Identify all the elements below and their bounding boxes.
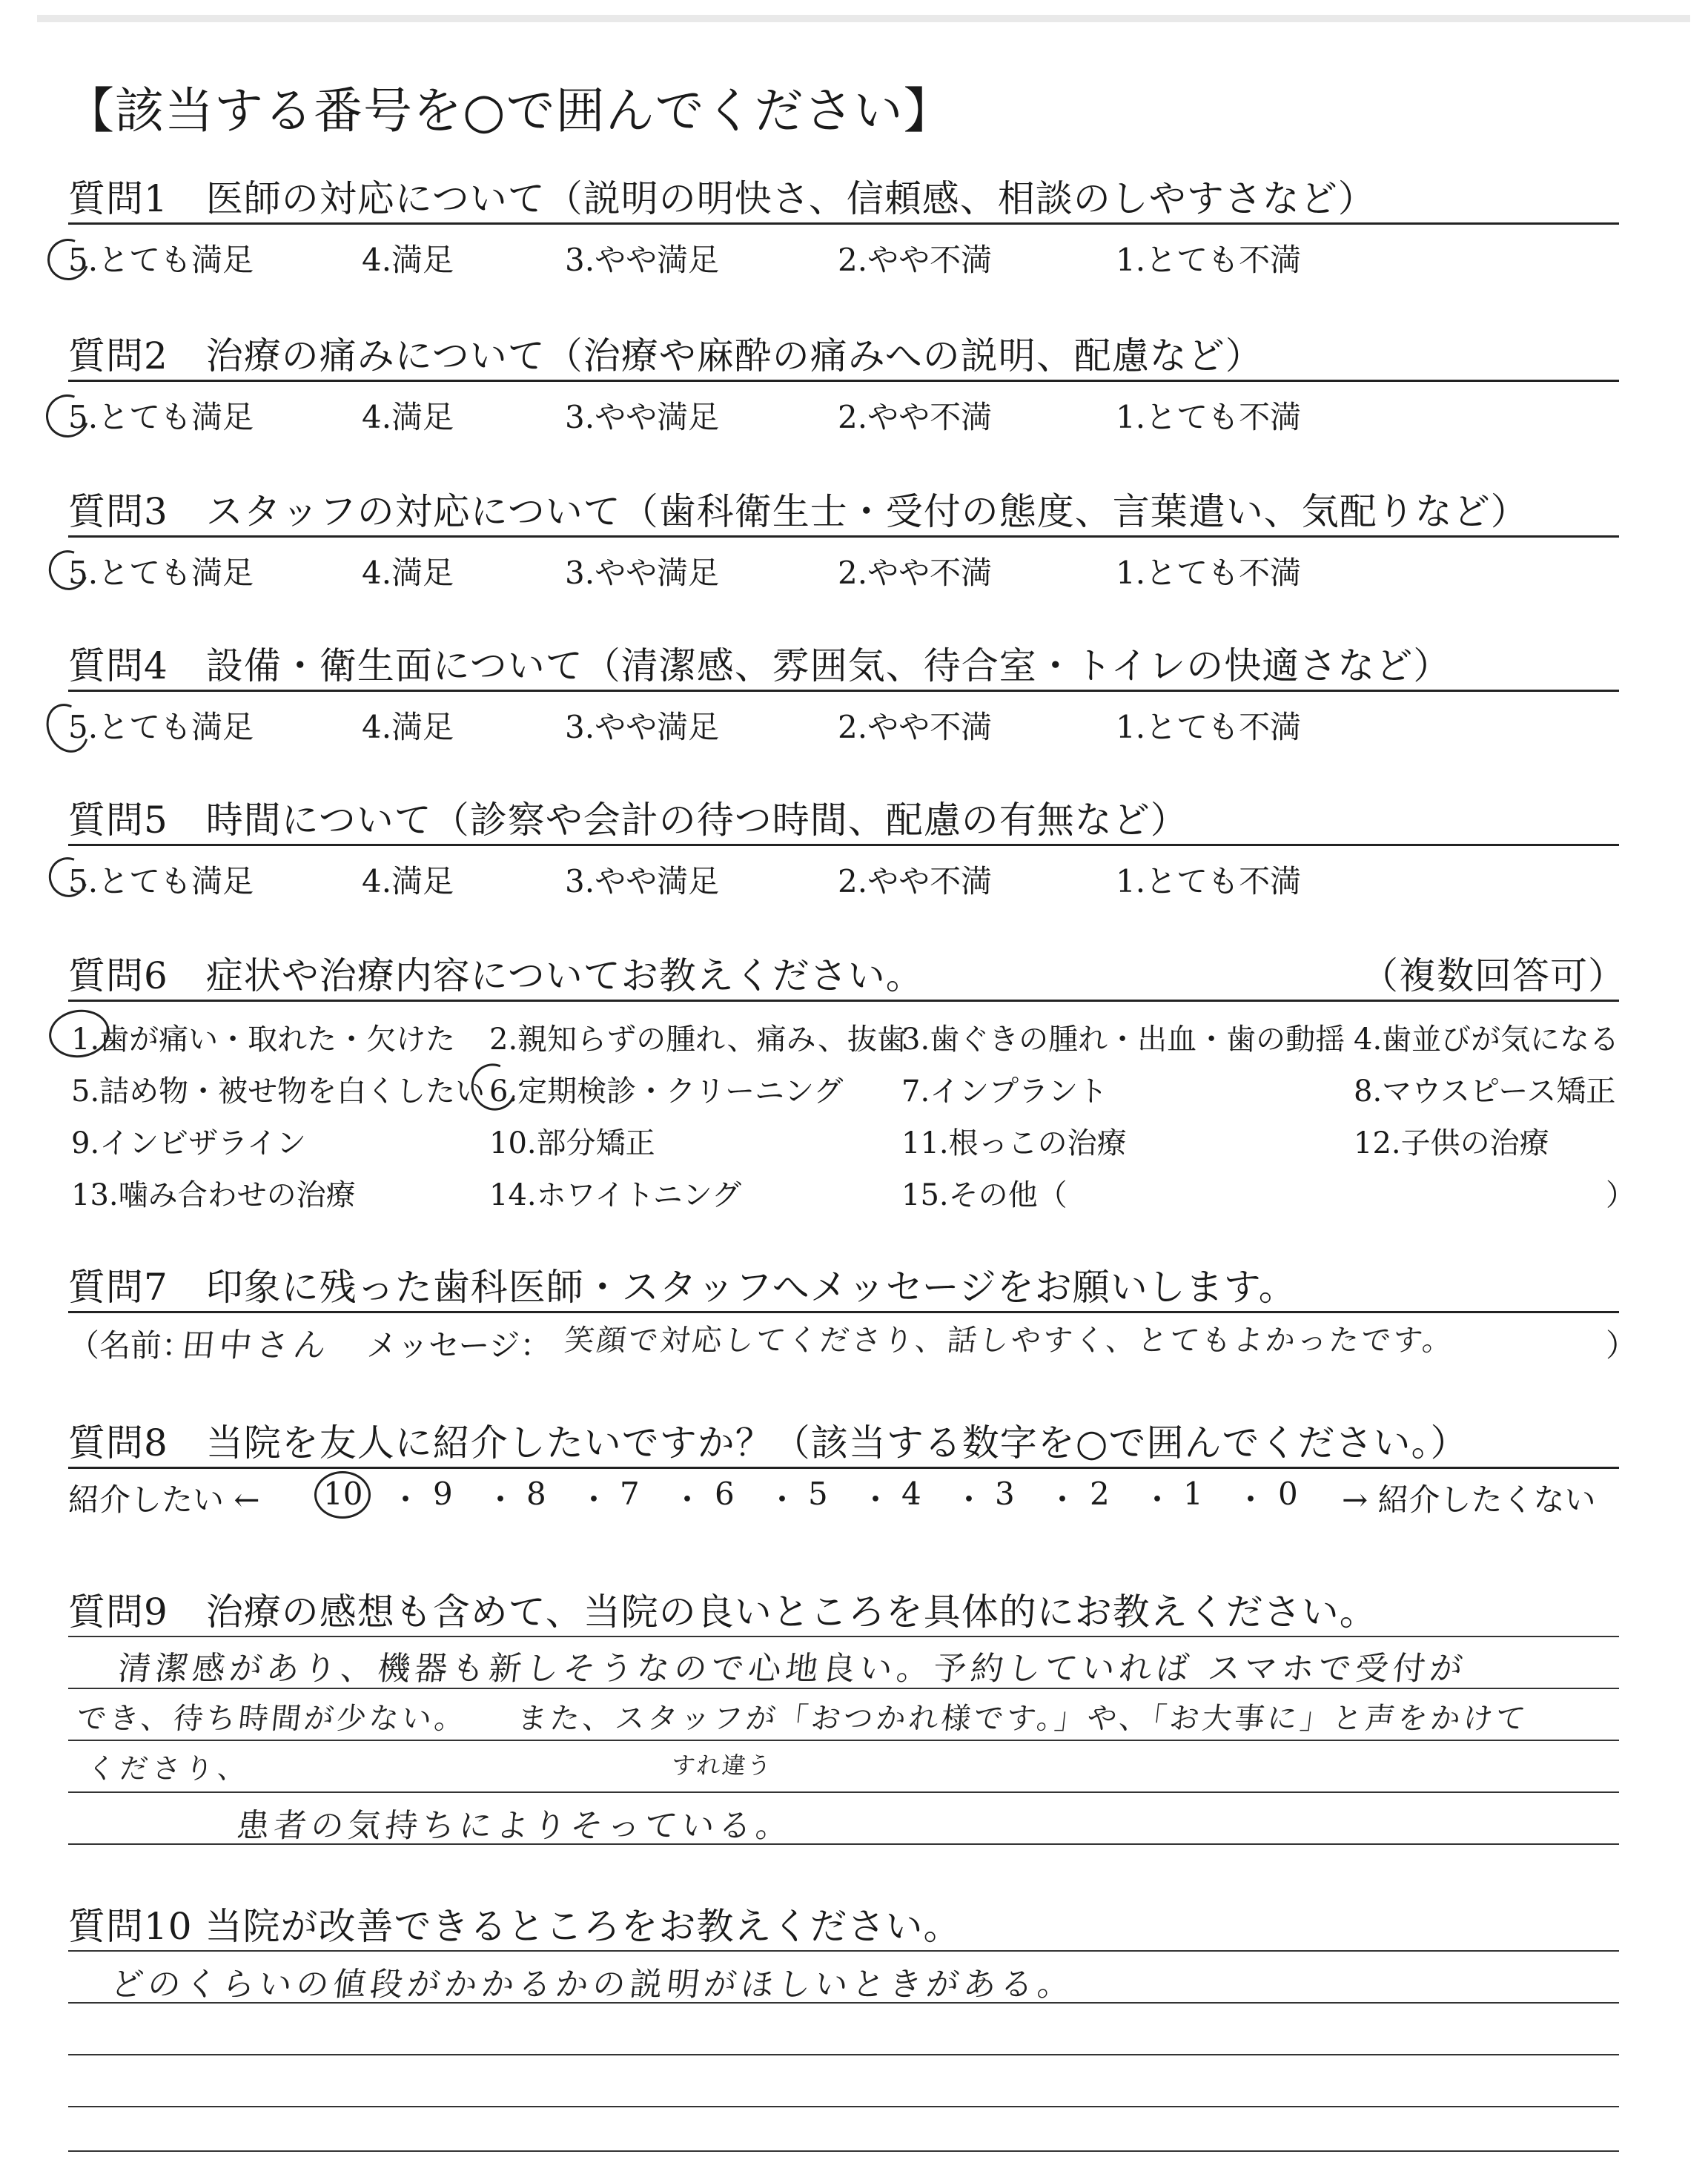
- q4-option-1[interactable]: 1.とても不満: [1116, 709, 1302, 745]
- q6-option-4[interactable]: 4.歯並びが気になる: [1354, 1023, 1620, 1057]
- q4-option-2[interactable]: 2.やや不満: [838, 709, 993, 745]
- q8-scale-6[interactable]: 6: [715, 1476, 735, 1512]
- question-7-rule: [68, 1311, 1619, 1313]
- q8-sep: ・: [672, 1482, 704, 1518]
- q3-option-3[interactable]: 3.やや満足: [565, 555, 720, 591]
- q3-option-4[interactable]: 4.満足: [362, 555, 454, 591]
- q6-option-7[interactable]: 7.インプラント: [901, 1074, 1108, 1109]
- q6-option-11[interactable]: 11.根っこの治療: [901, 1126, 1127, 1160]
- q5-option-5[interactable]: 5.とても満足: [68, 863, 254, 899]
- q8-sep: ・: [485, 1482, 517, 1518]
- q9-line-4: [68, 1791, 1619, 1793]
- q6-option-5[interactable]: 5.詰め物・被せ物を白くしたい: [71, 1074, 486, 1109]
- question-6-rule: [68, 1000, 1619, 1002]
- question-3-rule: [68, 535, 1619, 538]
- q8-scale-3[interactable]: 3: [995, 1476, 1015, 1512]
- q5-option-1[interactable]: 1.とても不満: [1116, 863, 1302, 899]
- q8-sep: ・: [1142, 1482, 1174, 1518]
- q6-option-9[interactable]: 9.インビザライン: [71, 1126, 306, 1160]
- q4-option-5[interactable]: 5.とても満足: [68, 709, 254, 745]
- q8-scale-7[interactable]: 7: [620, 1476, 640, 1512]
- question-8-rule: [68, 1467, 1619, 1469]
- q8-scale-1[interactable]: 1: [1183, 1476, 1203, 1512]
- q7-name-label: （名前：: [68, 1327, 193, 1364]
- page-header: 【該当する番号を○で囲んでください】: [65, 82, 953, 139]
- q2-option-4[interactable]: 4.満足: [362, 399, 454, 435]
- q7-close-paren: ）: [1606, 1327, 1638, 1364]
- q8-scale-2[interactable]: 2: [1090, 1476, 1110, 1512]
- question-3-title: 質問3 スタッフの対応について（歯科衛生士・受付の態度、言葉遣い、気配りなど）: [68, 490, 1529, 533]
- q5-option-4[interactable]: 4.満足: [362, 863, 454, 899]
- q9-answer-line-3: くださり、: [85, 1752, 252, 1785]
- q9-answer-line-4: 患者の気持ちによりそっている。: [234, 1807, 795, 1845]
- q6-option-3[interactable]: 3.歯ぐきの腫れ・出血・歯の動揺: [901, 1023, 1345, 1057]
- q2-option-1[interactable]: 1.とても不満: [1116, 399, 1302, 435]
- q8-scale-4[interactable]: 4: [901, 1476, 921, 1512]
- q10-line-1: [68, 1950, 1619, 1952]
- question-5-title: 質問5 時間について（診察や会計の待つ時間、配慮の有無など）: [68, 799, 1188, 842]
- q8-sep: ・: [860, 1482, 892, 1518]
- q6-option-15[interactable]: 15.その他（: [901, 1178, 1068, 1212]
- q1-option-4[interactable]: 4.満足: [362, 242, 454, 278]
- q8-left-label: 紹介したい ←: [68, 1482, 260, 1518]
- q6-option-14[interactable]: 14.ホワイトニング: [489, 1178, 742, 1212]
- q7-name-value: 田中さん: [179, 1327, 333, 1364]
- q3-option-5[interactable]: 5.とても満足: [68, 555, 254, 591]
- q6-option-10[interactable]: 10.部分矯正: [489, 1126, 655, 1160]
- q8-sep: ・: [953, 1482, 985, 1518]
- q2-option-3[interactable]: 3.やや満足: [565, 399, 720, 435]
- question-5-rule: [68, 844, 1619, 846]
- q10-answer-line-1: どのくらいの値段がかかるかの説明がほしいときがある。: [108, 1966, 1077, 2004]
- q4-option-3[interactable]: 3.やや満足: [565, 709, 720, 745]
- q1-option-1[interactable]: 1.とても不満: [1116, 242, 1302, 278]
- q1-option-5[interactable]: 5.とても満足: [68, 242, 254, 278]
- q1-option-3[interactable]: 3.やや満足: [565, 242, 720, 278]
- q8-sep: ・: [1235, 1482, 1267, 1518]
- question-1-title: 質問1 医師の対応について（説明の明快さ、信頼感、相談のしやすさなど）: [68, 177, 1376, 220]
- question-10-title: 質問10 当院が改善できるところをお教えください。: [68, 1905, 961, 1948]
- question-4-title: 質問4 設備・衛生面について（清潔感、雰囲気、待合室・トイレの快適さなど）: [68, 644, 1452, 687]
- q8-sep: ・: [767, 1482, 798, 1518]
- scan-top-edge: [37, 15, 1690, 22]
- q8-scale-0[interactable]: 0: [1278, 1476, 1298, 1512]
- q1-option-2[interactable]: 2.やや不満: [838, 242, 993, 278]
- q8-scale-8[interactable]: 8: [526, 1476, 546, 1512]
- q2-option-2[interactable]: 2.やや不満: [838, 399, 993, 435]
- q10-line-3: [68, 2054, 1619, 2055]
- q8-scale-5[interactable]: 5: [808, 1476, 828, 1512]
- q8-right-label: → 紹介したくない: [1342, 1482, 1596, 1518]
- q3-option-1[interactable]: 1.とても不満: [1116, 555, 1302, 591]
- q6-option-13[interactable]: 13.噛み合わせの治療: [71, 1178, 356, 1212]
- q4-option-4[interactable]: 4.満足: [362, 709, 454, 745]
- question-7-title: 質問7 印象に残った歯科医師・スタッフへメッセージをお願いします。: [68, 1266, 1297, 1309]
- question-6-note: （複数回答可）: [1361, 954, 1626, 997]
- q5-option-2[interactable]: 2.やや不満: [838, 863, 993, 899]
- question-2-rule: [68, 380, 1619, 382]
- q6-option-12[interactable]: 12.子供の治療: [1354, 1126, 1549, 1160]
- q8-hand-circle-10: [314, 1471, 371, 1519]
- question-8-title: 質問8 当院を友人に紹介したいですか？（該当する数字を○で囲んでください。）: [68, 1421, 1469, 1464]
- q5-option-3[interactable]: 3.やや満足: [565, 863, 720, 899]
- q6-option-6[interactable]: 6.定期検診・クリーニング: [489, 1074, 844, 1109]
- question-9-title: 質問9 治療の感想も含めて、当院の良いところを具体的にお教えください。: [68, 1591, 1377, 1634]
- q6-option-1[interactable]: 1.歯が痛い・取れた・欠けた: [71, 1023, 456, 1057]
- q9-answer-line-1: 清潔感があり、機器も新しそうなので心地良い。予約していれば スマホで受付が: [116, 1650, 1469, 1688]
- q9-answer-line-2: でき、待ち時間が少ない。 また、スタッフが「おつかれ様です。」や、「お大事に」と声をかけて: [75, 1702, 1531, 1736]
- q6-option-2[interactable]: 2.親知らずの腫れ、痛み、抜歯: [489, 1023, 907, 1057]
- q8-sep: ・: [390, 1482, 422, 1518]
- question-1-rule: [68, 222, 1619, 225]
- q9-line-1: [68, 1636, 1619, 1637]
- question-2-title: 質問2 治療の痛みについて（治療や麻酔の痛みへの説明、配慮など）: [68, 334, 1263, 377]
- question-4-rule: [68, 690, 1619, 692]
- q8-sep: ・: [1047, 1482, 1079, 1518]
- q8-scale-10[interactable]: 10: [323, 1476, 363, 1512]
- q8-sep: ・: [578, 1482, 610, 1518]
- q10-line-4: [68, 2106, 1619, 2107]
- q10-line-5: [68, 2150, 1619, 2152]
- q6-option-8[interactable]: 8.マウスピース矯正: [1354, 1074, 1616, 1109]
- q7-message-value: 笑顔で対応してくださり、話しやすく、とてもよかったです。: [563, 1324, 1457, 1358]
- q3-option-2[interactable]: 2.やや不満: [838, 555, 993, 591]
- q6-other-close-paren: ）: [1606, 1178, 1635, 1212]
- q9-insertion: すれ違う: [669, 1751, 774, 1780]
- question-6-title: 質問6 症状や治療内容についてお教えください。: [68, 954, 924, 997]
- q9-line-3: [68, 1740, 1619, 1741]
- q7-message-label: メッセージ：: [366, 1327, 552, 1364]
- q2-option-5[interactable]: 5.とても満足: [68, 399, 254, 435]
- q8-scale-9[interactable]: 9: [433, 1476, 453, 1512]
